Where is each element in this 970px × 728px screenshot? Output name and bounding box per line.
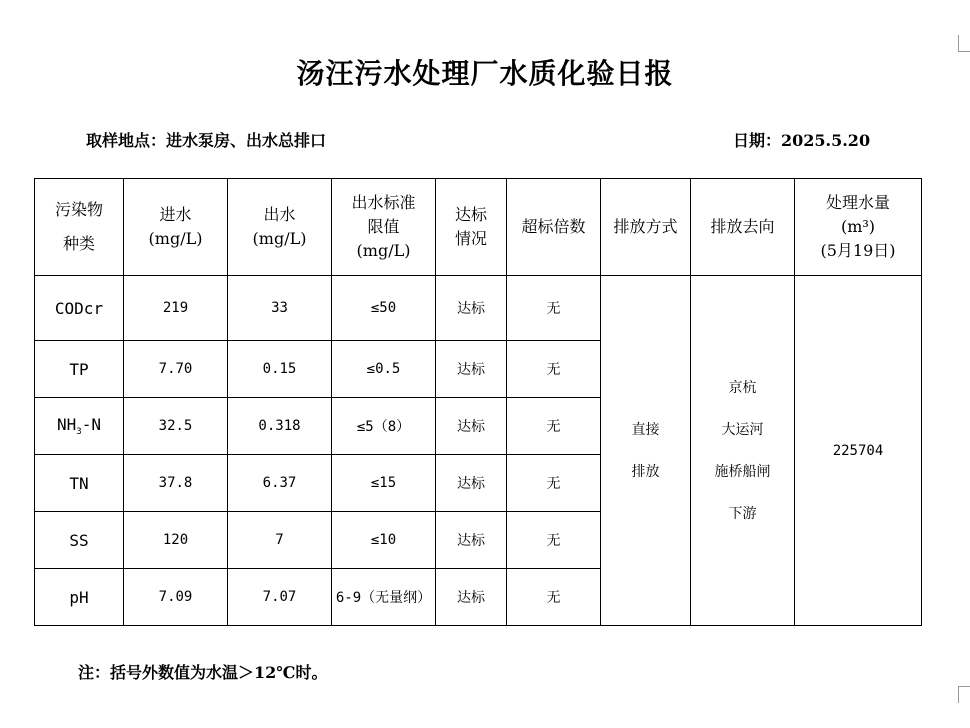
- treated-volume-value: 225704: [795, 276, 922, 626]
- exceed-value: 无: [507, 398, 601, 455]
- header-limit: 出水标准 限值 (mg/L): [332, 179, 436, 276]
- outflow-value: 0.15: [228, 341, 332, 398]
- compliance-status: 达标: [436, 512, 507, 569]
- discharge-destination-cell: 京杭 大运河 施桥船闸 下游: [691, 276, 795, 626]
- inflow-value: 7.70: [124, 341, 228, 398]
- exceed-value: 无: [507, 512, 601, 569]
- header-volume: 处理水量 (m³) (5月19日): [795, 179, 922, 276]
- header-outflow: 出水 (mg/L): [228, 179, 332, 276]
- inflow-value: 32.5: [124, 398, 228, 455]
- pollutant-name: TP: [35, 341, 124, 398]
- pollutant-name: CODcr: [35, 276, 124, 341]
- report-title: 汤汪污水处理厂水质化验日报: [296, 57, 674, 90]
- outflow-value: 7.07: [228, 569, 332, 626]
- limit-value: 6-9（无量纲）: [332, 569, 436, 626]
- pollutant-name: TN: [35, 455, 124, 512]
- header-row: [35, 179, 922, 276]
- limit-value: ≤0.5: [332, 341, 436, 398]
- header-discharge-dest: 排放去向: [691, 179, 795, 276]
- compliance-status: 达标: [436, 569, 507, 626]
- footnote: 注：括号外数值为水温＞12℃时。: [78, 663, 328, 682]
- compliance-status: 达标: [436, 276, 507, 341]
- limit-value: ≤50: [332, 276, 436, 341]
- water-quality-table: [34, 178, 922, 626]
- outflow-value: 7: [228, 512, 332, 569]
- limit-value: ≤10: [332, 512, 436, 569]
- pollutant-name: pH: [35, 569, 124, 626]
- compliance-status: 达标: [436, 341, 507, 398]
- page-corner-mark: [958, 686, 970, 703]
- outflow-value: 6.37: [228, 455, 332, 512]
- compliance-status: 达标: [436, 398, 507, 455]
- outflow-value: 33: [228, 276, 332, 341]
- header-pollutant: 污染物 种类: [35, 179, 124, 276]
- sampling-location: 取样地点：进水泵房、出水总排口: [86, 131, 327, 150]
- exceed-value: 无: [507, 569, 601, 626]
- limit-value: ≤5（8）: [332, 398, 436, 455]
- inflow-value: 120: [124, 512, 228, 569]
- page-corner-mark: [958, 35, 970, 52]
- discharge-method-cell: 直接 排放: [601, 276, 691, 626]
- report-date: 日期：2025.5.20: [733, 131, 871, 150]
- table-row: [35, 276, 922, 341]
- inflow-value: 37.8: [124, 455, 228, 512]
- exceed-value: 无: [507, 276, 601, 341]
- compliance-status: 达标: [436, 455, 507, 512]
- pollutant-name: SS: [35, 512, 124, 569]
- outflow-value: 0.318: [228, 398, 332, 455]
- exceed-value: 无: [507, 455, 601, 512]
- inflow-value: 219: [124, 276, 228, 341]
- header-compliance: 达标 情况: [436, 179, 507, 276]
- pollutant-name: $NH_3-N$: [35, 398, 124, 455]
- header-exceed: 超标倍数: [507, 179, 601, 276]
- header-discharge-method: 排放方式: [601, 179, 691, 276]
- exceed-value: 无: [507, 341, 601, 398]
- header-inflow: 进水 (mg/L): [124, 179, 228, 276]
- inflow-value: 7.09: [124, 569, 228, 626]
- limit-value: ≤15: [332, 455, 436, 512]
